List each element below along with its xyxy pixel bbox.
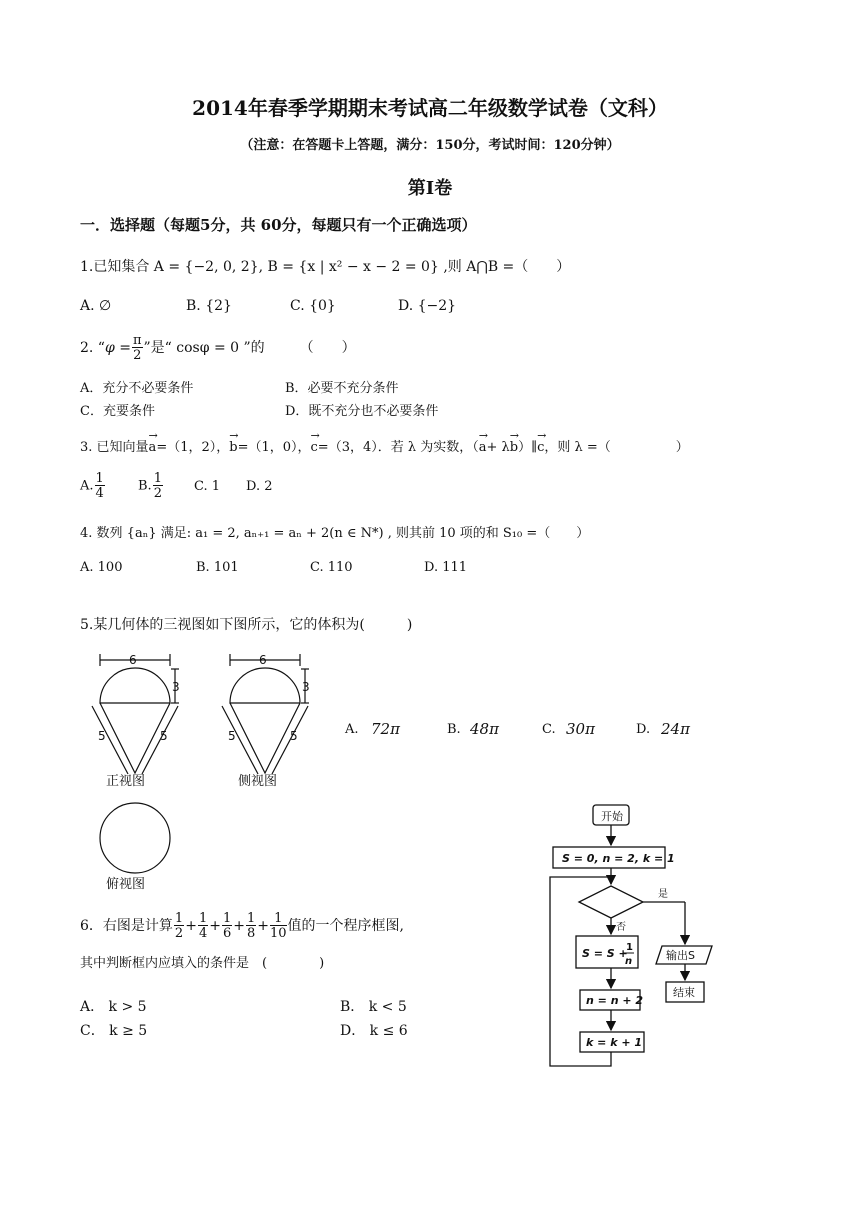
front-view-label: 正视图 xyxy=(106,774,146,789)
q2-pi-half xyxy=(132,334,143,362)
q3-text-5: + λ xyxy=(486,440,510,455)
front-width-label: 6 xyxy=(129,653,137,667)
q3-option-d: D. 2 xyxy=(246,479,273,494)
q5-option-a: A. xyxy=(345,722,359,737)
q1-option-d: D. {−2} xyxy=(398,298,457,314)
q4-option-c: C. 110 xyxy=(310,560,353,575)
frac-den: 2 xyxy=(153,486,162,501)
q5-stem: 5.某几何体的三视图如下图所示，它的体积为( ) xyxy=(80,617,413,633)
flow-update-k: k = k + 1 xyxy=(586,1036,643,1049)
vector-a-2: → a xyxy=(479,440,487,455)
three-view-drawing xyxy=(84,648,344,898)
exam-note: （注意：在答题卡上答题，满分：150分，考试时间：120分钟） xyxy=(240,138,620,153)
q2-option-a: A．充分不必要条件 xyxy=(80,381,194,396)
frac-den: 10 xyxy=(269,926,287,941)
side-slant-left-label: 5 xyxy=(228,729,236,743)
q5-value-b: 48π xyxy=(470,720,499,738)
q4-option-a: A. 100 xyxy=(80,560,123,575)
vector-c-2: → c xyxy=(537,440,544,455)
frac-num: 1 xyxy=(246,911,256,926)
flow-end: 结束 xyxy=(673,986,695,999)
q4-option-b: B. 101 xyxy=(196,560,239,575)
frac-num: 1 xyxy=(95,471,104,486)
q5-value-c: 30π xyxy=(566,720,595,738)
q2-option-b: B．必要不充分条件 xyxy=(285,381,399,396)
frac-den: 8 xyxy=(246,926,256,941)
q1-stem: 1.已知集合 A = {−2, 0, 2}, B = {x | x² − x − 2 = 0} ,则 A⋂B =（ ） xyxy=(80,259,571,275)
q2-suffix: ”是“ cosφ = 0 ”的 （ ） xyxy=(143,340,356,356)
q2-stem xyxy=(80,334,356,362)
vector-b: → b xyxy=(229,440,237,455)
q2-num: π xyxy=(132,333,142,348)
q3-option-c: C. 1 xyxy=(194,479,221,494)
q6-option-b: B． k < 5 xyxy=(340,999,407,1015)
q3-option-b-frac xyxy=(153,472,163,500)
side-slant-right-label: 5 xyxy=(290,729,298,743)
frac-num: 1 xyxy=(222,911,232,926)
volume-heading: 第Ⅰ卷 xyxy=(407,178,453,199)
q6-frac-2 xyxy=(198,912,208,940)
front-slant-right-label: 5 xyxy=(160,729,168,743)
q2-option-d: D．既不充分也不必要条件 xyxy=(285,404,439,419)
q6-text-1: 6．右图是计算 xyxy=(80,918,173,934)
vector-c: → c xyxy=(311,440,318,455)
frac-den: 4 xyxy=(198,926,208,941)
frac-num: 1 xyxy=(174,911,184,926)
flow-init: S = 0, n = 2, k = 1 xyxy=(562,852,675,865)
q6-frac-1 xyxy=(174,912,184,940)
q1-option-c: C. {0} xyxy=(290,298,336,314)
program-flowchart xyxy=(540,798,740,1078)
q3-text-2: =（1，2）， xyxy=(156,440,230,455)
q6-frac-4 xyxy=(246,912,256,940)
frac-den: 2 xyxy=(174,926,184,941)
q3-text-1: 3. 已知向量 xyxy=(80,440,149,455)
frac-den: 4 xyxy=(95,486,104,501)
q4-option-d: D. 111 xyxy=(424,560,468,575)
q2-den: 2 xyxy=(133,348,142,363)
side-view-label: 侧视图 xyxy=(238,774,278,789)
q5-option-b: B. xyxy=(447,722,461,737)
frac-num: 1 xyxy=(153,471,162,486)
vector-a: → a xyxy=(149,440,157,455)
flow-update-s: S = S + xyxy=(582,947,628,960)
flow-yes: 是 xyxy=(658,889,668,900)
page-title: 2014年春季学期期末考试高二年级数学试卷（文科） xyxy=(192,96,668,120)
q3-text-6: ）∥ xyxy=(518,440,538,455)
q3-option-b-label: B. xyxy=(138,478,152,494)
front-slant-left-label: 5 xyxy=(98,729,106,743)
top-view-label: 俯视图 xyxy=(106,877,146,892)
q4-stem: 4. 数列 {aₙ} 满足: a₁ = 2, aₙ₊₁ = aₙ + 2(n ∈ N*) , 则其前 10 项的和 S₁₀ =（ ） xyxy=(80,526,590,541)
q2-option-c: C．充要条件 xyxy=(80,404,155,419)
q6-frac-5 xyxy=(270,912,287,940)
vector-b-2: → b xyxy=(510,440,518,455)
q1-option-a: A. ∅ xyxy=(80,298,112,314)
side-width-label: 6 xyxy=(259,653,267,667)
q6-option-c: C． k ≥ 5 xyxy=(80,1023,148,1039)
q6-option-a: A． k > 5 xyxy=(80,999,147,1015)
q2-phi: φ = xyxy=(104,340,131,356)
side-height-label: 3 xyxy=(302,680,310,694)
q3-option-b xyxy=(138,472,164,500)
flow-update-s-den: n xyxy=(625,956,633,967)
q6-option-d: D． k ≤ 6 xyxy=(340,1023,408,1039)
q3-option-a xyxy=(80,472,106,500)
q6-text-2: 值的一个程序框图, xyxy=(287,918,404,934)
frac-num: 1 xyxy=(198,911,208,926)
flow-update-s-num: 1 xyxy=(626,942,633,953)
q6-frac-3 xyxy=(222,912,232,940)
flow-output: 输出S xyxy=(666,949,695,962)
q2-prefix: 2. “ xyxy=(80,340,105,356)
q6-stem-line2: 其中判断框内应填入的条件是 ( ) xyxy=(80,956,325,971)
q5-option-c: C. xyxy=(542,722,556,737)
q3-option-a-frac xyxy=(95,472,105,500)
section-heading: 一．选择题（每题5分，共 60分，每题只有一个正确选项） xyxy=(80,216,477,234)
flow-update-n: n = n + 2 xyxy=(586,994,644,1007)
q3-option-a-label: A. xyxy=(80,478,94,494)
q3-text-7: ，则 λ =（ ） xyxy=(544,440,689,455)
flow-no: 否 xyxy=(616,922,626,933)
flow-start: 开始 xyxy=(601,810,623,823)
q3-stem xyxy=(80,436,689,455)
q1-option-b: B. {2} xyxy=(186,298,232,314)
q3-text-4: =（3，4）．若 λ 为实数，（ xyxy=(317,440,479,455)
q5-value-a: 72π xyxy=(371,720,400,738)
q5-option-d: D. xyxy=(636,722,651,737)
q3-text-3: =（1，0）， xyxy=(237,440,311,455)
frac-den: 6 xyxy=(222,926,232,941)
q6-stem: 6．右图是计算 $\frac{1}{2}$ + $\frac{1}{4}$ + $\frac{1}{6}$ + $\frac{1}{8}$ + $\frac{1}{10}$ 值的一个程序框图, xyxy=(80,911,404,941)
frac-num: 1 xyxy=(270,912,287,926)
q5-value-d: 24π xyxy=(661,720,690,738)
front-height-label: 3 xyxy=(172,680,180,694)
